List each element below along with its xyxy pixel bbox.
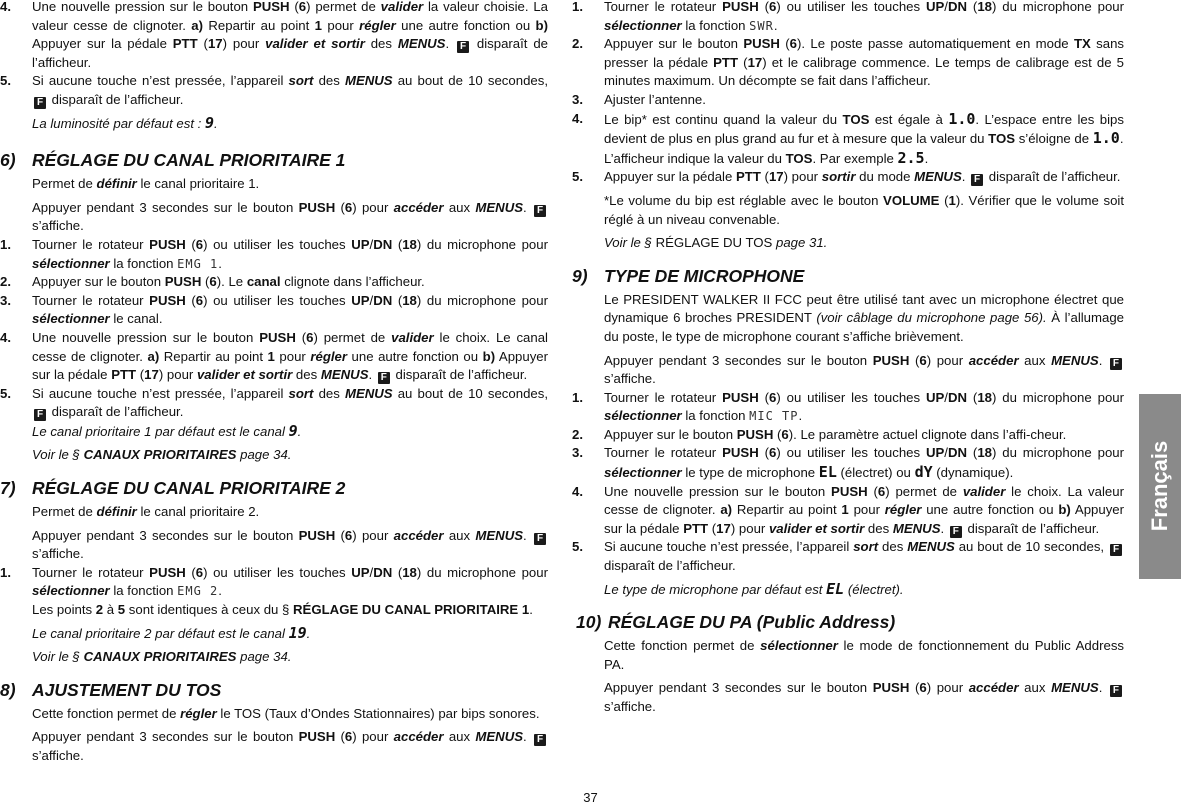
section-heading: 8) AJUSTEMENT DU TOS [0, 679, 222, 700]
list-item: 1. Tourner le rotateur PUSH (6) ou utiliser les touches UP/DN (18) du microphone pour sélectionner la fonction MIC TP. [572, 389, 1125, 424]
cross-reference: Voir le § RÉGLAGE DU TOS page 31. [604, 235, 828, 251]
f-icon: F [34, 97, 46, 109]
footnote: *Le volume du bip est réglable avec le bouton VOLUME (1). Vérifier que le volume soit réglé à un niveau convenable. [604, 192, 1125, 227]
default-note: Le canal prioritaire 2 par défaut est le canal 19. [32, 623, 311, 642]
left-column: 4. Une nouvelle pression sur le bouton PUSH (6) permet de valider la valeur choisie. La valeur cesse de clignoter. a) Repartir au point 1 pour régler une autre fonction ou b) Appuyer sur la pédale PTT (17) pour valider et sortir des MENUS. F disparaît de l’afficheur. 5. Si aucune touche n’est pressée, l’appareil sort des MENUS au bout de 10 secondes, F disparaît de l’afficheur. La luminosité par défaut est : 9. 6) RÉGLAGE DU CANAL PRIORITAIRE 1 Permet de définir le canal prioritaire 1. Appuyer pendant 3 secondes sur le bouton PUSH (6) pour accéder aux MENUS. F s’affiche. 1. Tourner le rotateur PUSH (6) ou utiliser les touches UP/DN (18) du microphone pour sélectionner la fonction EMG 1. 2. Appuyer sur le bouton PUSH (6). Le canal clignote dans l’afficheur. 3. Tourner le rotateur PUSH (6) ou utiliser les touches UP/DN (18) du microphone pour sélectionner le canal. 4. Une nouvelle pression sur le bouton PUSH (6) permet de valider le choix. Le canal cesse de clignoter. a) Repartir au point 1 pour régler une autre fonction ou b) Appuyer sur la pédale PTT (17) pour valider et sortir des MENUS. F disparaît de l’afficheur. 5. Si aucune touche n’est pressée, l’appareil sort des MENUS au bout de 10 secondes, F disparaît de l’afficheur. Le canal prioritaire 1 par défaut est le canal 9. Voir le § CANAUX PRIORITAIRES page 34. 7) RÉGLAGE DU CANAL PRIORITAIRE 2 Permet de définir le canal prioritaire 2. Appuyer pendant 3 secondes sur le bouton PUSH (6) pour accéder aux MENUS. F s’affiche. 1. Tourner le rotateur PUSH (6) ou utiliser les touches UP/DN (18) du microphone pour sélectionner la fonction EMG 2. Les points 2 à 5 sont identiques à ceux du § RÉGLAGE DU CANAL PRIORITAIRE 1. Le canal prioritaire 2 par défaut est le canal 19. Voir le § CANAUX PRIORITAIRES page 34. 8) AJUSTEMENT DU TOS Cette fonction permet de régler le TOS (Taux d’Ondes Stationnaires) par bips sonores. Appuyer pendant 3 secondes sur le bouton PUSH (6) pour accéder aux MENUS. F s’affiche. [0, 0, 549, 763]
list-item: 5. Si aucune touche n’est pressée, l’appareil sort des MENUS au bout de 10 secondes, F disparaît de l’afficheur. [572, 538, 1124, 575]
list-item: 4. Le bip* est continu quand la valeur du TOS est égale à 1.0. L’espace entre les bips devient de plus en plus grand au fur et à mesure que la valeur du TOS s’éloigne de 1.0. L’afficheur indique la valeur du TOS. Par exemple 2.5. [572, 109, 1124, 167]
f-icon: F [971, 174, 983, 186]
section-title: RÉGLAGE DU PA (Public Address) [608, 612, 896, 633]
section-heading: 6) RÉGLAGE DU CANAL PRIORITAIRE 1 [0, 150, 346, 171]
list-item: 2. Appuyer sur le bouton PUSH (6). Le poste passe automatiquement en mode TX sans presser la pédale PTT (17) et le calibrage commence. Le temps de calibrage est de 5 minutes maximum. Un décompte se fait dans l’afficheur. [572, 36, 1124, 89]
f-icon: F [34, 409, 46, 421]
language-tab-label: Français [1147, 440, 1172, 532]
list-item: 5. Appuyer sur la pédale PTT (17) pour sortir du mode MENUS. F disparaît de l’afficheur. [572, 169, 1121, 186]
page-number: 37 [583, 790, 598, 805]
list-item: 1. Tourner le rotateur PUSH (6) ou utiliser les touches UP/DN (18) du microphone pour sélectionner la fonction EMG 2. Les points 2 à 5 sont identiques à ceux du § RÉGLAGE DU CANAL PRIORITAIRE 1. [0, 564, 548, 618]
list-item: 5. Si aucune touche n’est pressée, l’appareil sort des MENUS au bout de 10 secondes, F disparaît de l’afficheur. [0, 385, 548, 421]
section-heading: 7) RÉGLAGE DU CANAL PRIORITAIRE 2 [0, 478, 346, 499]
section-title: AJUSTEMENT DU TOS [32, 679, 222, 700]
cross-reference: Voir le § CANAUX PRIORITAIRES page 34. [32, 447, 292, 463]
list-item: 2. Appuyer sur le bouton PUSH (6). Le paramètre actuel clignote dans l’affi-cheur. [572, 426, 1067, 442]
section-title: RÉGLAGE DU CANAL PRIORITAIRE 2 [32, 478, 346, 499]
list-item: 5. Si aucune touche n’est pressée, l’appareil sort des MENUS au bout de 10 secondes, F disparaît de l’afficheur. [0, 73, 548, 108]
f-icon: F [950, 526, 962, 538]
f-icon: F [457, 41, 469, 53]
section-heading: 9) TYPE DE MICROPHONE [572, 265, 805, 286]
list-item: 1. Tourner le rotateur PUSH (6) ou utiliser les touches UP/DN (18) du microphone pour sélectionner la fonction EMG 1. [0, 236, 548, 271]
f-icon: F [1110, 685, 1122, 697]
list-item: 3. Ajuster l’antenne. [572, 91, 706, 107]
f-icon: F [378, 372, 390, 384]
section-title: TYPE DE MICROPHONE [604, 265, 805, 286]
list-item: 4. Une nouvelle pression sur le bouton PUSH (6) permet de valider le choix. La valeur cesse de clignoter. a) Repartir au point 1 pour régler une autre fonction ou b) Appuyer sur la pédale PTT (17) pour valider et sortir des MENUS. F disparaît de l’afficheur. [572, 483, 1125, 537]
list-item: 4. Une nouvelle pression sur le bouton PUSH (6) permet de valider le choix. Le canal cesse de clignoter. a) Repartir au point 1 pour régler une autre fonction ou b) Appuyer sur la pédale PTT (17) pour valider et sortir des MENUS. F disparaît de l’afficheur. [0, 329, 549, 384]
list-item: 3. Tourner le rotateur PUSH (6) ou utiliser les touches UP/DN (18) du microphone pour sélectionner le type de microphone EL (électret) ou dY (dynamique). [572, 445, 1125, 482]
right-column: 1. Tourner le rotateur PUSH (6) ou utiliser les touches UP/DN (18) du microphone pour sélectionner la fonction SWR. 2. Appuyer sur le bouton PUSH (6). Le poste passe automatiquement en mode TX sans presser la pédale PTT (17) et le calibrage commence. Le temps de calibrage est de 5 minutes maximum. Un décompte se fait dans l’afficheur. 3. Ajuster l’antenne. 4. Le bip* est continu quand la valeur du TOS est égale à 1.0. L’espace entre les bips devient de plus en plus grand au fur et à mesure que la valeur du TOS s’éloigne de 1.0. L’afficheur indique la valeur du TOS. Par exemple 2.5. 5. Appuyer sur la pédale PTT (17) pour sortir du mode MENUS. F disparaît de l’afficheur. *Le volume du bip est réglable avec le bouton VOLUME (1). Vérifier que le volume soit réglé à un niveau convenable. Voir le § RÉGLAGE DU TOS page 31. 9) TYPE DE MICROPHONE Le PRESIDENT WALKER II FCC peut être utilisé tant avec un microphone électret que dynamique 6 broches PRESIDENT (voir câblage du microphone page 56). À l’allumage du poste, le type de microphone courant s’affiche brièvement. Appuyer pendant 3 secondes sur le bouton PUSH (6) pour accéder aux MENUS. F s’affiche. 1. Tourner le rotateur PUSH (6) ou utiliser les touches UP/DN (18) du microphone pour sélectionner la fonction MIC TP. 2. Appuyer sur le bouton PUSH (6). Le paramètre actuel clignote dans l’affi-cheur. 3. Tourner le rotateur PUSH (6) ou utiliser les touches UP/DN (18) du microphone pour sélectionner le type de microphone EL (électret) ou dY (dynamique). 4. Une nouvelle pression sur le bouton PUSH (6) permet de valider le choix. La valeur cesse de clignoter. a) Repartir au point 1 pour régler une autre fonction ou b) Appuyer sur la pédale PTT (17) pour valider et sortir des MENUS. F disparaît de l’afficheur. 5. Si aucune touche n’est pressée, l’appareil sort des MENUS au bout de 10 secondes, F disparaît de l’afficheur. Le type de microphone par défaut est EL (électret). 10) RÉGLAGE DU PA (Public Address) Cette fonction permet de sélectionner le mode de fonctionnement du Public Address PA. Appuyer pendant 3 secondes sur le bouton PUSH (6) pour accéder aux MENUS. F s’affiche. [572, 0, 1125, 714]
list-item: 4. Une nouvelle pression sur le bouton PUSH (6) permet de valider la valeur choisie. La valeur cesse de clignoter. a) Repartir au point 1 pour régler une autre fonction ou b) Appuyer sur la pédale PTT (17) pour valider et sortir des MENUS. F disparaît de l’afficheur. [0, 0, 548, 70]
default-note: Le type de microphone par défaut est EL (électret). [604, 579, 904, 598]
cross-reference: Voir le § CANAUX PRIORITAIRES page 34. [32, 649, 292, 665]
default-note: Le canal prioritaire 1 par défaut est le canal 9. [32, 421, 302, 440]
f-icon: F [534, 533, 546, 545]
list-item: 2. Appuyer sur le bouton PUSH (6). Le canal clignote dans l’afficheur. [0, 274, 425, 290]
default-note: La luminosité par défaut est : 9. [32, 113, 218, 132]
f-icon: F [534, 205, 546, 217]
language-tab [1139, 394, 1181, 579]
list-item: 1. Tourner le rotateur PUSH (6) ou utiliser les touches UP/DN (18) du microphone pour sélectionner la fonction SWR. [572, 0, 1125, 33]
f-icon: F [534, 734, 546, 746]
section-title: RÉGLAGE DU CANAL PRIORITAIRE 1 [32, 150, 346, 171]
f-icon: F [1110, 358, 1122, 370]
section-heading: 10) RÉGLAGE DU PA (Public Address) [576, 612, 896, 633]
f-icon: F [1110, 544, 1122, 556]
list-item: 3. Tourner le rotateur PUSH (6) ou utiliser les touches UP/DN (18) du microphone pour sélectionner le canal. [0, 292, 548, 327]
